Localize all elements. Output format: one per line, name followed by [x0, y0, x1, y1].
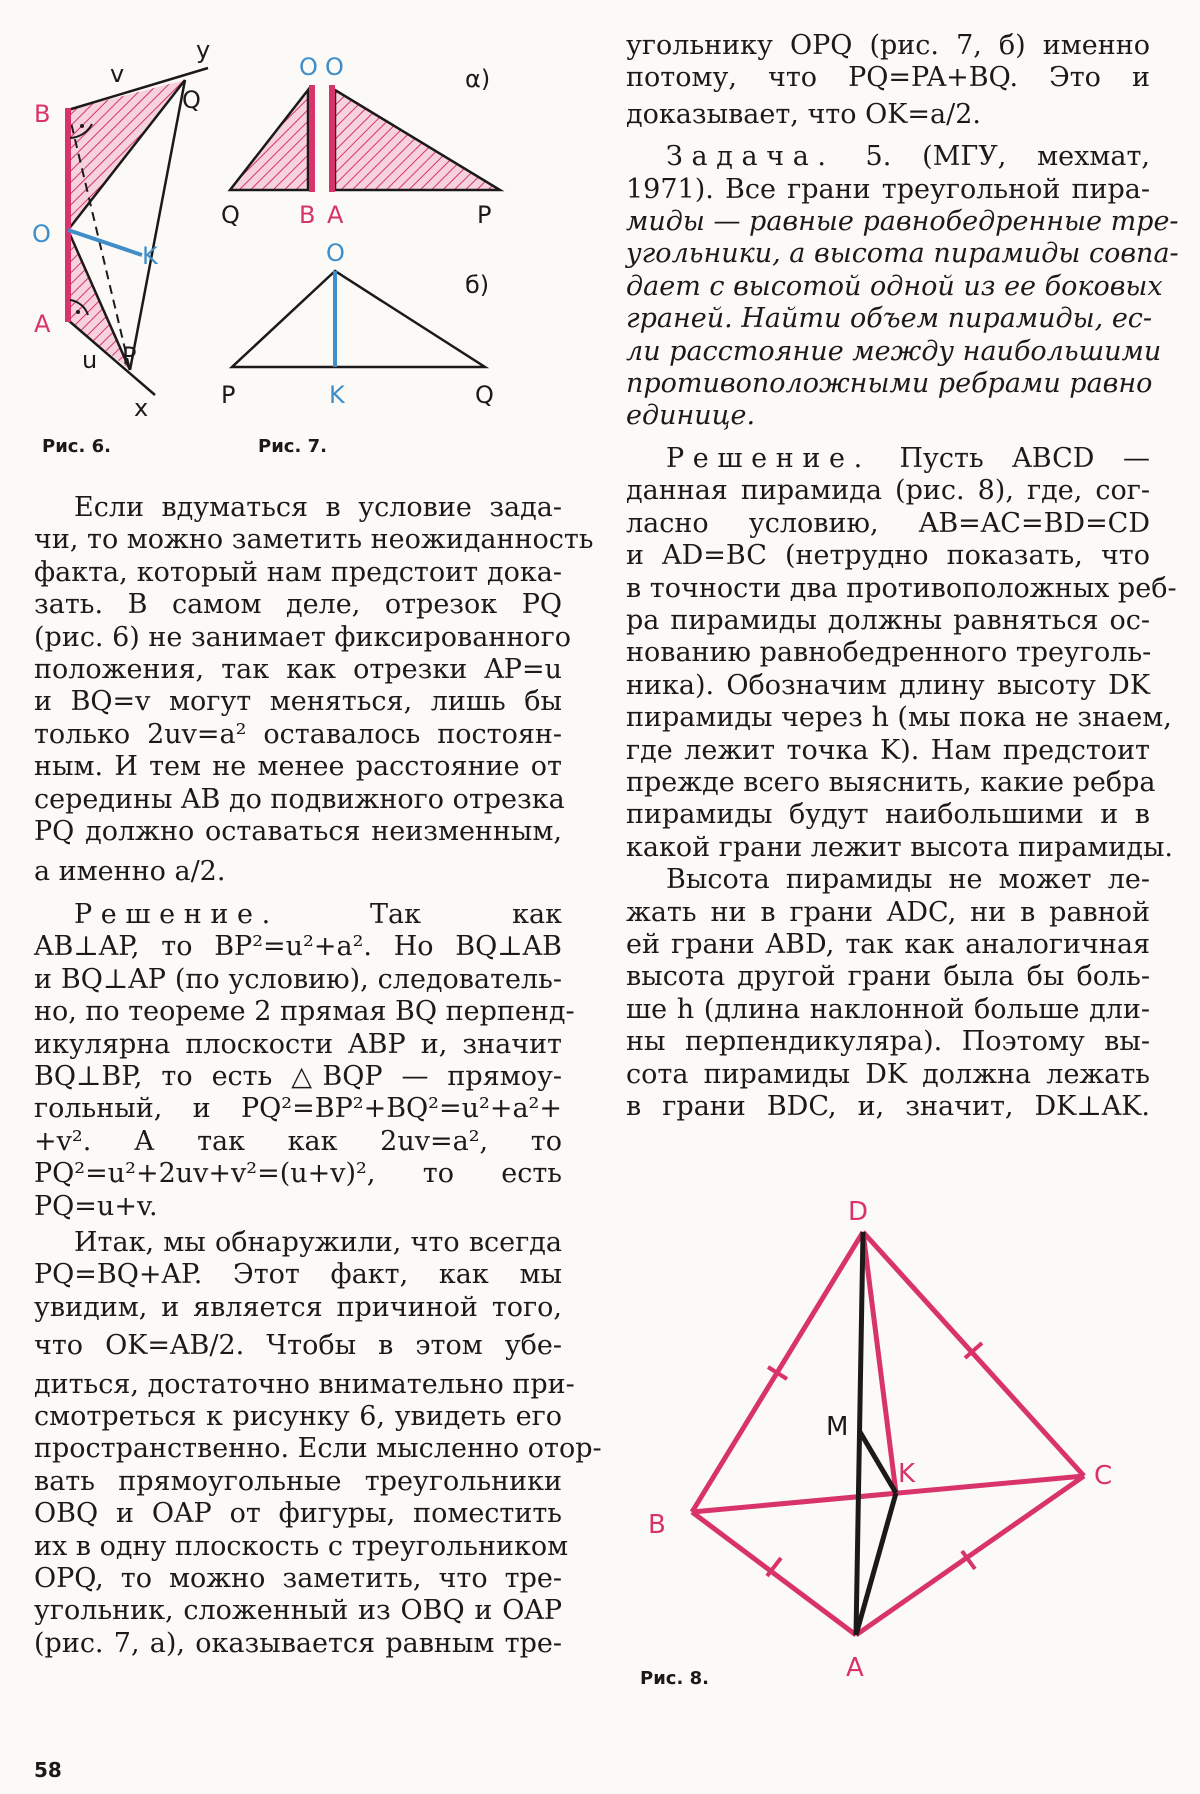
label-p: P: [122, 342, 137, 370]
left-para-2: Решение. Так как AB⊥AP, то BP²=u²+a². Но BQ⊥AB и BQ⊥AP (по условию), следователь- но, по теореме 2 прямая BQ перпенд- икулярна плоскости ABP и, значит BQ⊥BP, то есть △BQP — прямоу- гольный, и PQ²=BP²+BQ²=u²+a²+ +v². А так как 2uv=a², то PQ²=u²+2uv+v²=(u+v)², то есть PQ=u+v.: [34, 898, 575, 1222]
label-a: A: [34, 310, 51, 338]
label-k: K: [898, 1459, 916, 1489]
label-y: y: [196, 36, 211, 64]
right-solution: Решение. Пусть ABCD — данная пирамида (рис. 8), где, сог- ласно условию, AB=AC=BD=CD и AD=BC (нетрудно показать, что в точности два противоположных реб- ра пирамиды должны равняться ос- нованию равнобедренного треуголь- ника). Обозначим длину высоту DK пирамиды через h (мы пока не знаем, где лежит точка K). Нам предстоит прежде всего выяснить, какие ребра пирамиды будут наибольшими и в какой грани лежит высота пирамиды.: [626, 442, 1177, 863]
label-p-bottom: P: [221, 381, 236, 409]
left-column: [34, 492, 602, 1660]
label-o-right: O: [325, 53, 344, 81]
triangle-opq: [232, 271, 485, 367]
label-alpha: α): [465, 65, 491, 93]
edge-ac: [856, 1476, 1084, 1635]
label-a-top: A: [327, 201, 344, 229]
edge-dc: [863, 1232, 1084, 1476]
figure-8-caption: Рис. 8.: [640, 1668, 709, 1689]
task-5: Задача. 5. (МГУ, мехмат, 1971). Все грани треугольной пира- миды — равные равнобедренные тре- угольники, а высота пирамиды совпа- дает с высотой одной из ее боковых граней. Найти объем пирамиды, ес- ли расстояние между наибольшими противоположными ребрами равно единице.: [626, 141, 1179, 432]
label-o-left: O: [299, 53, 318, 81]
label-b-top: B: [299, 201, 316, 229]
label-b: B: [34, 100, 51, 128]
label-p-top: P: [477, 201, 492, 229]
right-angle-dot-b: [80, 124, 84, 128]
right-angle-dot-a: [76, 310, 80, 314]
figure-7-caption: Рис. 7.: [258, 436, 327, 457]
label-d: D: [848, 1197, 869, 1227]
page-number: 58: [34, 1758, 62, 1782]
edge-dk: [863, 1232, 896, 1493]
label-u: u: [82, 346, 98, 374]
label-c: C: [1094, 1461, 1113, 1491]
label-a: A: [846, 1653, 864, 1683]
label-k: K: [142, 242, 158, 270]
figure-8: [630, 1170, 1170, 1690]
right-para-1: угольнику OPQ (рис. 7, б) именно потому, что PQ=PA+BQ. Это и доказывает, что OK=a/2.: [626, 30, 1150, 130]
label-x: x: [134, 394, 149, 422]
label-o-bottom: O: [326, 239, 345, 267]
label-k-bottom: K: [329, 381, 345, 409]
figure-7: [221, 45, 560, 425]
triangle-oap-flat: [335, 90, 500, 190]
figure-6: [30, 30, 250, 450]
segment-ok: [68, 230, 142, 255]
label-v: v: [110, 60, 125, 88]
left-para-3: Итак, мы обнаружили, что всегда PQ=BQ+AP. Этот факт, как мы увидим, и является причиной того, что OK=AB/2. Чтобы в этом убе- диться, достаточно внимательно при- смотреться к рисунку 6, увидеть его пространственно. Если мысленно отор- вать прямоугольные треугольники OBQ и OAP от фигуры, поместить их в одну плоскость с треугольником OPQ, то можно заметить, что тре- угольник, сложенный из OBQ и OAP (рис. 7, а), оказывается равным тре-: [34, 1226, 602, 1659]
left-para-1: Если вдуматься в условие зада- чи, то можно заметить неожиданность факта, который нам предстоит дока- зать. В самом деле, отрезок PQ (рис. 6) не занимает фиксированного положения, так как отрезки AP=u и BQ=v могут меняться, лишь бы только 2uv=a² оставалось постоян- ным. И тем не менее расстояние от середины AB до подвижного отрезка PQ должно оставаться неизменным, а именно a/2.: [34, 492, 594, 888]
label-o: O: [32, 220, 51, 248]
label-q-top: Q: [221, 201, 240, 229]
label-b: B: [648, 1510, 666, 1540]
edge-ba: [692, 1512, 856, 1635]
right-para-4: Высота пирамиды не может ле- жать ни в грани ADC, ни в равной ей грани ABD, так как аналогичная высота другой грани была бы боль- ше h (длина наклонной больше дли- ны перпендикуляра). Поэтому вы- сота пирамиды DK должна лежать в грани BDC, и, значит, DK⊥AK.: [626, 864, 1150, 1122]
label-m: M: [826, 1412, 849, 1442]
figure-6-caption: Рис. 6.: [42, 436, 111, 457]
triangle-obq-flat: [230, 90, 308, 190]
label-q-bottom: Q: [475, 381, 494, 409]
label-b-variant: б): [465, 271, 490, 299]
label-q: Q: [182, 86, 201, 114]
right-column: [626, 30, 1179, 1123]
